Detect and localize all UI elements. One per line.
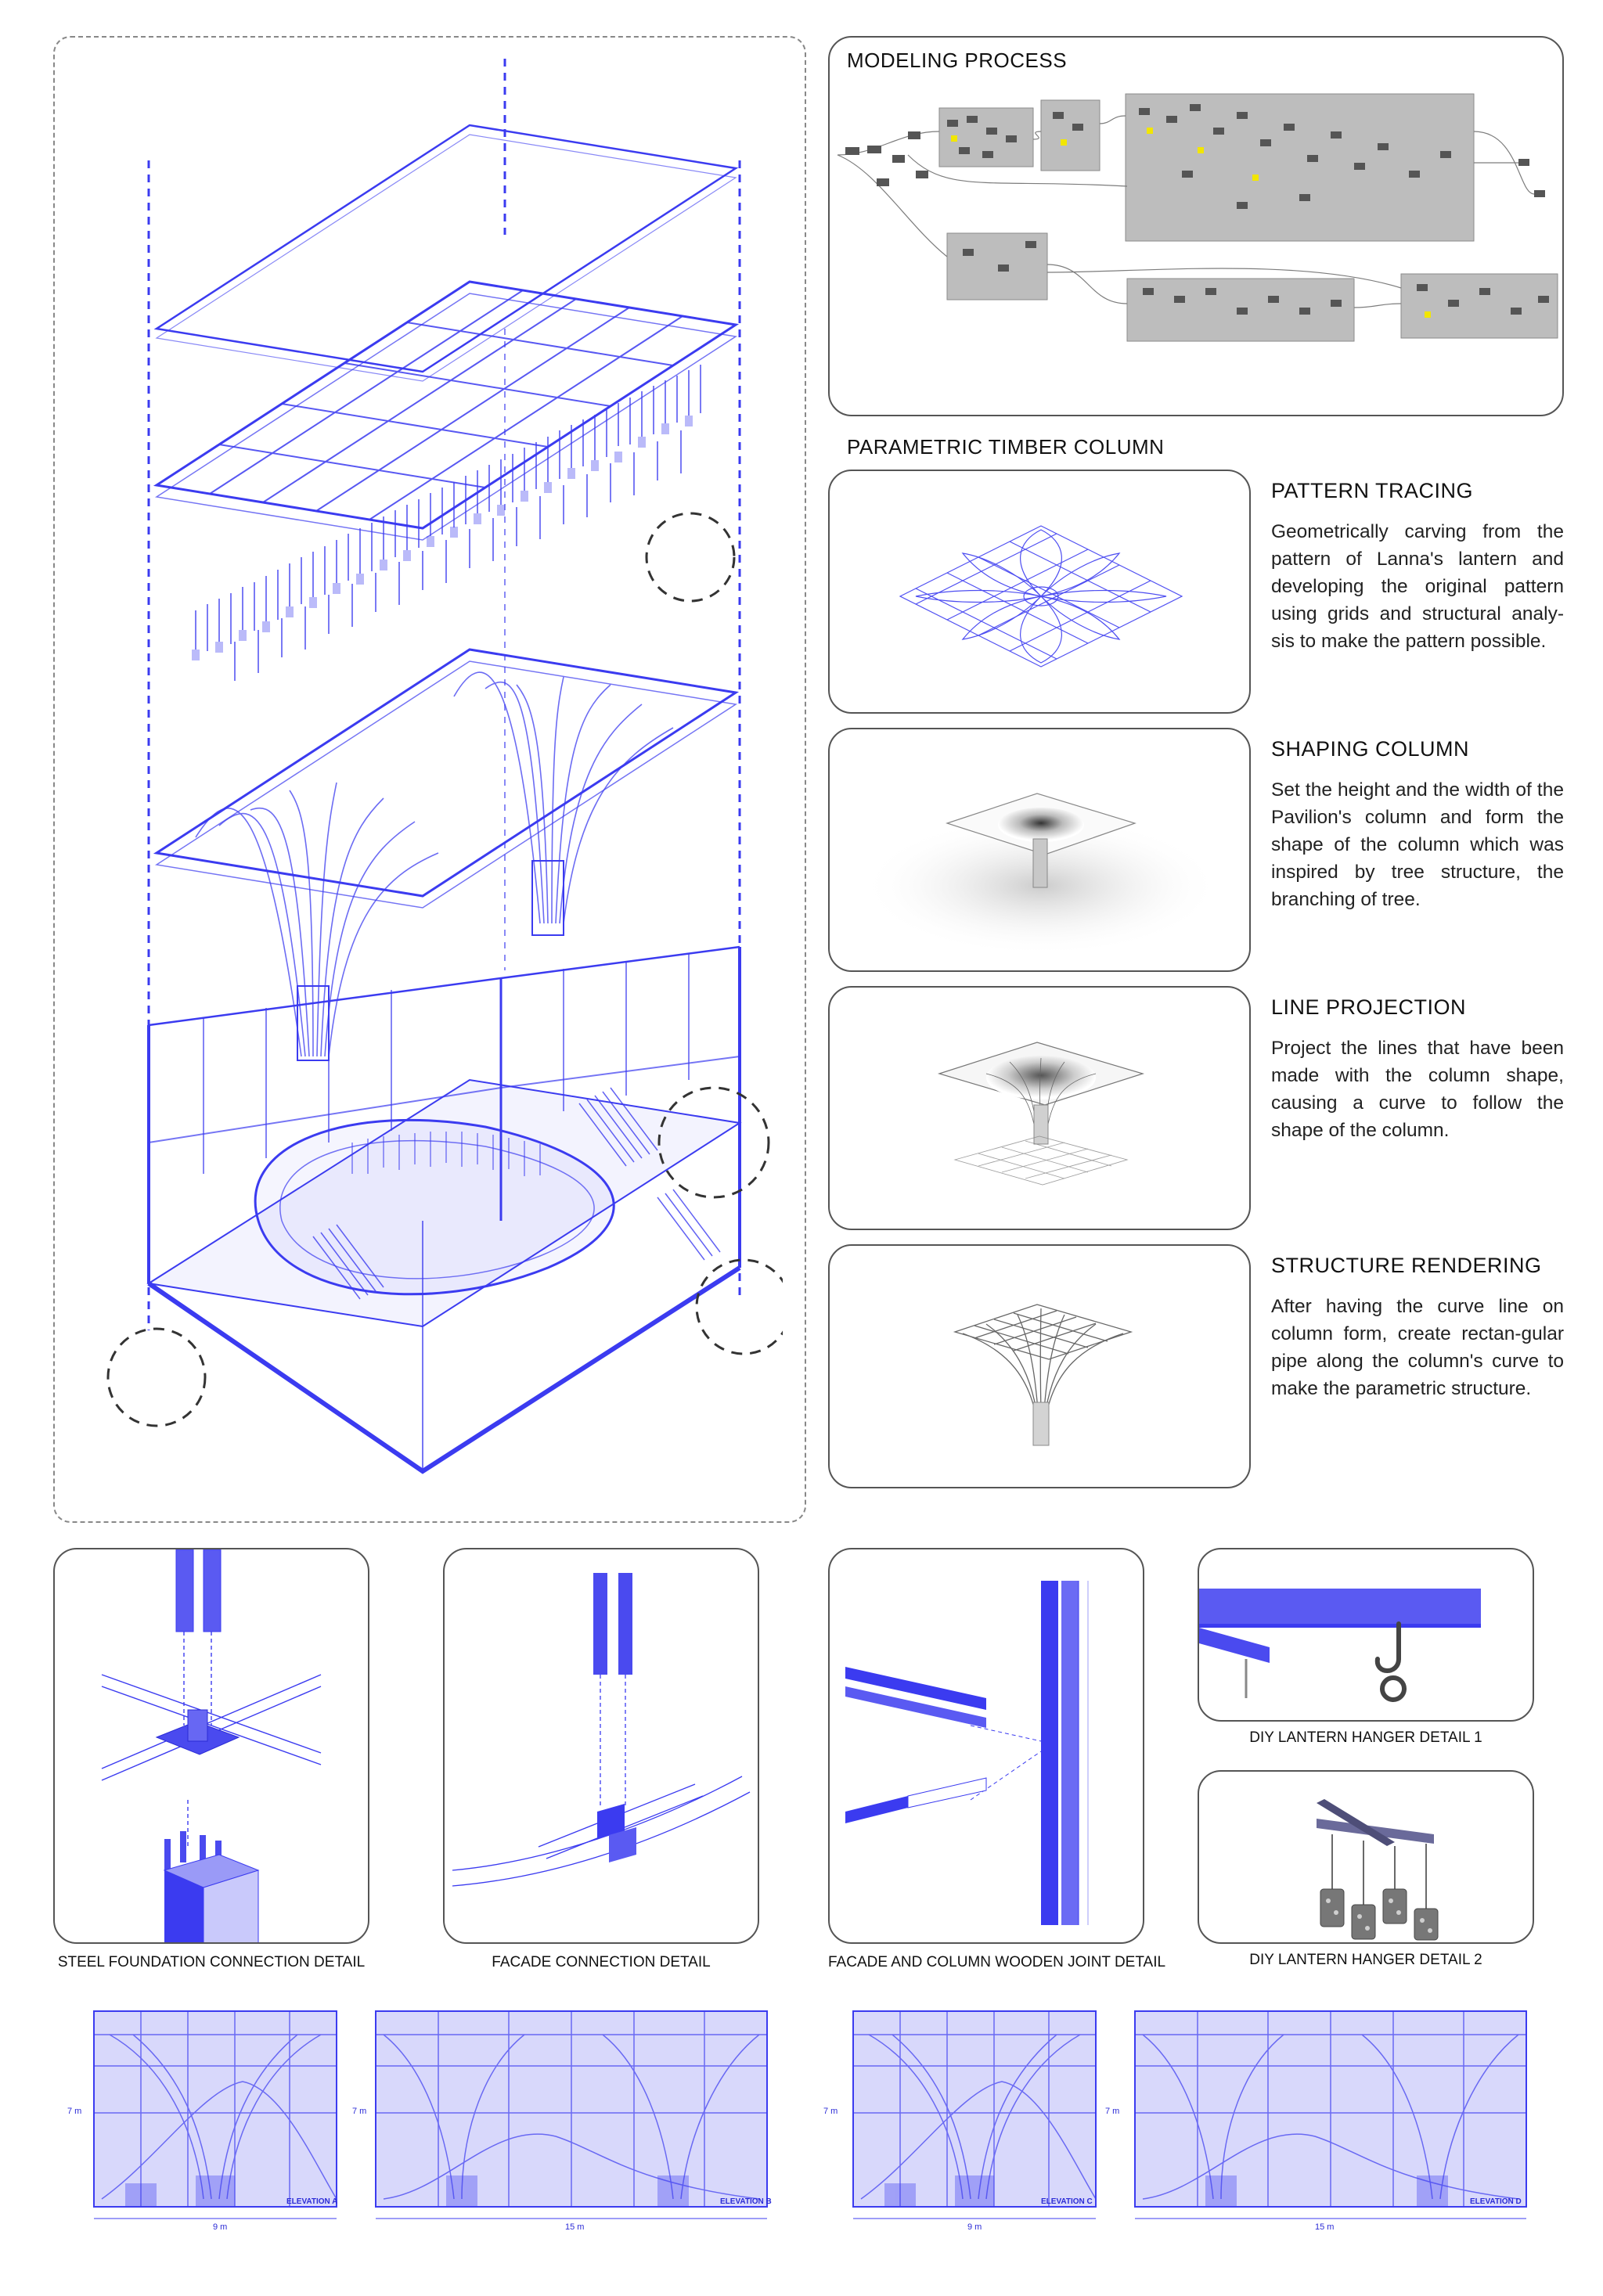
line-projection-panel	[828, 986, 1251, 1230]
line-projection-text: Project the lines that have been made with the column shape, causing a curve to follow the shape of the column.	[1271, 1038, 1564, 1141]
elevation-b-height: 7 m	[352, 2107, 367, 2116]
elevation-c-width: 9 m	[967, 2222, 982, 2232]
pattern-tracing-panel	[828, 470, 1251, 714]
lantern-hanger-1-drawing	[1199, 1549, 1534, 1722]
shaping-column-title: SHAPING COLUMN	[1271, 737, 1470, 761]
elevation-a-width: 9 m	[213, 2222, 228, 2232]
lantern-hanger-1-caption: DIY LANTERN HANGER DETAIL 1	[1249, 1729, 1482, 1746]
shaping-column-panel	[828, 728, 1251, 972]
exploded-axonometric-drawing	[78, 47, 783, 1518]
elevation-d-height: 7 m	[1105, 2107, 1120, 2116]
pattern-tracing-text: Geometrically carving from the pattern of Lanna's lantern and developing the original pattern using grids and structural analy-sis to make the pattern possible.	[1271, 521, 1564, 652]
elevation-d-width: 15 m	[1315, 2222, 1335, 2232]
grasshopper-node-graph	[830, 38, 1564, 416]
elevation-a-label: ELEVATION A	[286, 2197, 338, 2206]
facade-connection-detail-panel	[443, 1548, 759, 1944]
facade-column-joint-drawing	[830, 1549, 1144, 1944]
facade-connection-caption: FACADE CONNECTION DETAIL	[492, 1954, 711, 1970]
line-projection-title: LINE PROJECTION	[1271, 995, 1467, 1019]
modeling-process-title: MODELING PROCESS	[847, 49, 1068, 72]
facade-column-joint-panel	[828, 1548, 1144, 1944]
elevation-d-label: ELEVATION D	[1470, 2197, 1522, 2206]
parametric-timber-column-title: PARAMETRIC TIMBER COLUMN	[847, 435, 1165, 459]
lantern-pattern-illustration	[830, 471, 1251, 714]
elevation-c-height: 7 m	[823, 2107, 838, 2116]
modeling-process-panel	[828, 36, 1564, 416]
facade-connection-drawing	[445, 1549, 759, 1944]
structure-rendering-text: After having the curve line on column form, create rectan-gular pipe along the column's curve to make the parametric structure.	[1271, 1296, 1564, 1399]
lantern-hanger-2-caption: DIY LANTERN HANGER DETAIL 2	[1249, 1952, 1482, 1968]
elevation-b-width: 15 m	[565, 2222, 585, 2232]
shaping-column-text: Set the height and the width of the Pavilion's column and form the shape of the column which was inspired by tree structure, the branching of tree.	[1271, 779, 1564, 910]
structure-rendering-panel	[828, 1244, 1251, 1488]
steel-foundation-drawing	[55, 1549, 369, 1944]
lantern-hanger-1-panel	[1198, 1548, 1534, 1722]
elevation-a-height: 7 m	[67, 2107, 82, 2116]
structure-rendering-title: STRUCTURE RENDERING	[1271, 1254, 1542, 1277]
facade-column-joint-caption: FACADE AND COLUMN WOODEN JOINT DETAIL	[828, 1954, 1166, 1970]
column-shape-illustration	[830, 729, 1251, 972]
elevation-c-label: ELEVATION C	[1041, 2197, 1093, 2206]
lantern-hanger-2-drawing	[1199, 1772, 1534, 1944]
elevation-b-label: ELEVATION B	[720, 2197, 772, 2206]
steel-foundation-detail-panel	[53, 1548, 369, 1944]
steel-foundation-caption: STEEL FOUNDATION CONNECTION DETAIL	[57, 1954, 366, 1970]
pattern-tracing-title: PATTERN TRACING	[1271, 479, 1474, 502]
lantern-hanger-2-panel	[1198, 1770, 1534, 1944]
line-projection-illustration	[830, 988, 1251, 1230]
structure-rendering-illustration	[830, 1246, 1251, 1488]
